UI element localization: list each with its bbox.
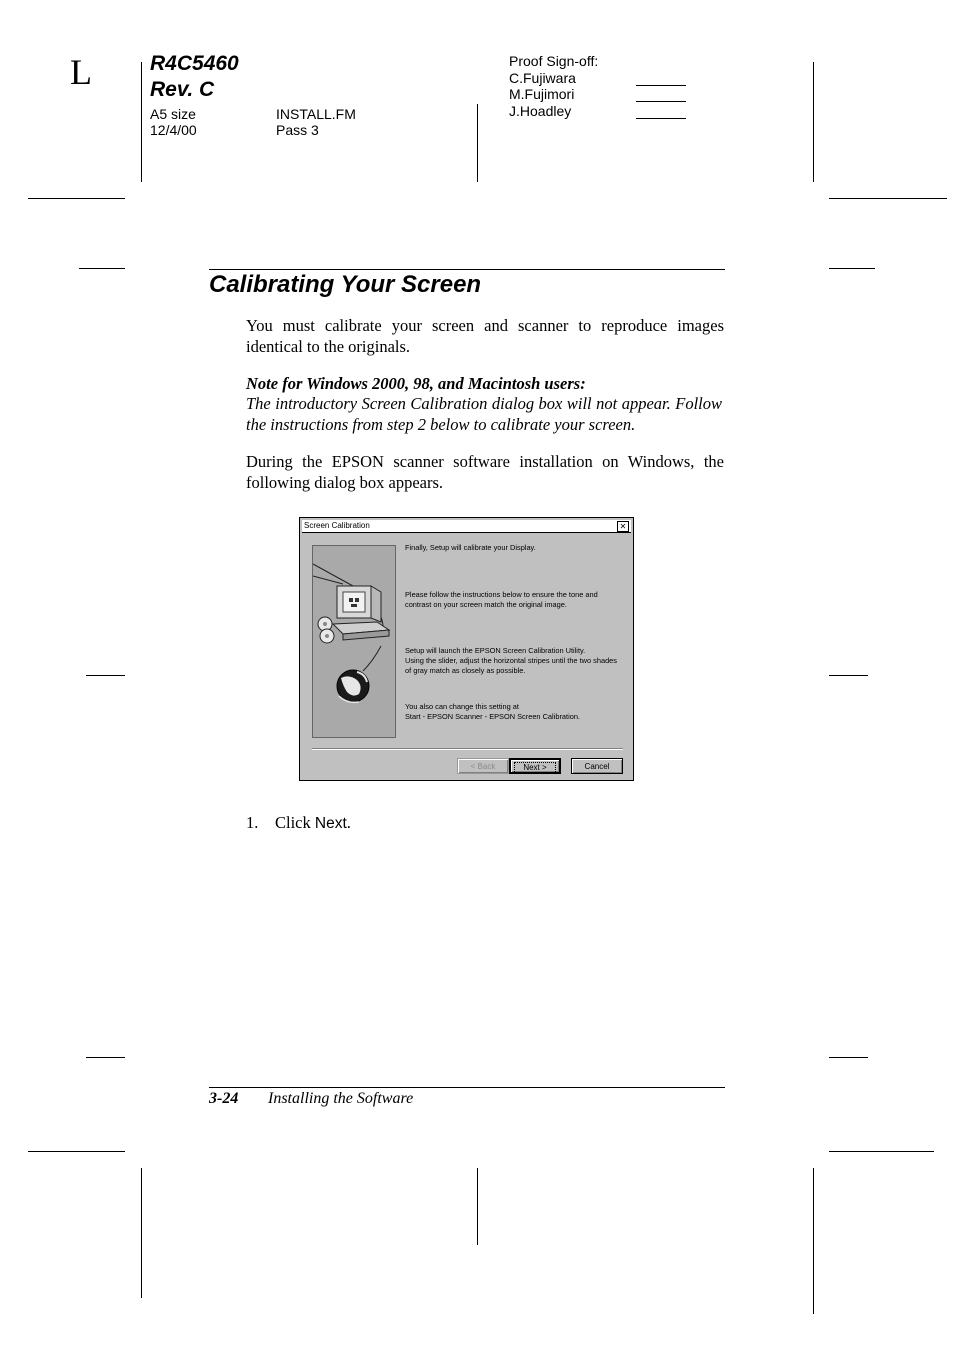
footer-section-name: Installing the Software [268, 1090, 414, 1107]
note-heading: Note for Windows 2000, 98, and Macintosh users: [246, 374, 586, 393]
crop-mark [86, 1057, 125, 1058]
crop-mark [141, 1168, 142, 1298]
computer-globe-illustration [313, 546, 395, 737]
dialog-separator [312, 748, 623, 750]
dialog-line: Start - EPSON Scanner - EPSON Screen Calibration. [405, 712, 580, 721]
next-button-label: Next > [514, 762, 555, 774]
back-button[interactable]: < Back [457, 758, 509, 774]
crop-mark [79, 268, 125, 269]
title-rule [209, 269, 725, 270]
note-body: The introductory Screen Calibration dialog box will not appear. Follow the instructions from step 2 below to calibrate your screen. [246, 394, 722, 434]
cancel-button[interactable]: Cancel [571, 758, 623, 774]
setup-illustration [312, 545, 396, 738]
screen-calibration-dialog [299, 517, 634, 781]
intro-paragraph: You must calibrate your screen and scanner to reproduce images identical to the originals. [246, 316, 724, 356]
signature-line [636, 101, 686, 102]
signature-line [636, 85, 686, 86]
signer-name: J.Hoadley [509, 103, 572, 119]
dialog-line: Finally, Setup will calibrate your Display. [405, 543, 536, 552]
step-number: 1. [246, 813, 259, 832]
dialog-line: contrast on your screen match the original image. [405, 600, 567, 609]
crop-mark [829, 198, 947, 199]
dialog-line: Using the slider, adjust the horizontal stripes until the two shades [405, 656, 617, 665]
crop-mark [477, 104, 478, 182]
crop-mark [28, 1151, 125, 1152]
revision: Rev. C [150, 78, 215, 101]
ui-term: Next [314, 815, 347, 832]
crop-mark [813, 1168, 814, 1314]
step-end: . [346, 813, 351, 832]
crop-mark [813, 62, 814, 182]
crop-mark [829, 1057, 868, 1058]
file-name: INSTALL.FM [276, 106, 356, 122]
page-side-mark: L [70, 52, 92, 92]
pass-number: Pass 3 [276, 122, 319, 138]
model-code: R4C5460 [150, 52, 239, 75]
crop-mark [141, 62, 142, 182]
dialog-title: Screen Calibration [304, 521, 370, 530]
next-button[interactable] [509, 758, 561, 774]
crop-mark [477, 1168, 478, 1245]
page-size: A5 size [150, 106, 196, 122]
crop-mark [28, 198, 125, 199]
dialog-title-bar [302, 520, 631, 533]
crop-mark [829, 1151, 934, 1152]
section-title: Calibrating Your Screen [209, 271, 482, 298]
dialog-intro-paragraph: During the EPSON scanner software installation on Windows, the following dialog box appears. [246, 452, 724, 492]
close-icon[interactable]: ✕ [617, 521, 629, 532]
doc-date: 12/4/00 [150, 122, 197, 138]
step-text: Click [275, 813, 315, 832]
dialog-line: Setup will launch the EPSON Screen Calibration Utility. [405, 646, 586, 655]
signer-name: C.Fujiwara [509, 70, 576, 86]
footer-rule [209, 1087, 725, 1088]
signer-name: M.Fujimori [509, 86, 575, 102]
proof-label: Proof Sign-off: [509, 53, 599, 69]
crop-mark [829, 675, 868, 676]
dialog-line: You also can change this setting at [405, 702, 519, 711]
page-number: 3-24 [209, 1090, 239, 1107]
crop-mark [829, 268, 875, 269]
step-1 [275, 813, 351, 833]
dialog-line: of gray match as closely as possible. [405, 666, 526, 675]
crop-mark [86, 675, 125, 676]
signature-line [636, 118, 686, 119]
dialog-line: Please follow the instructions below to ensure the tone and [405, 590, 598, 599]
